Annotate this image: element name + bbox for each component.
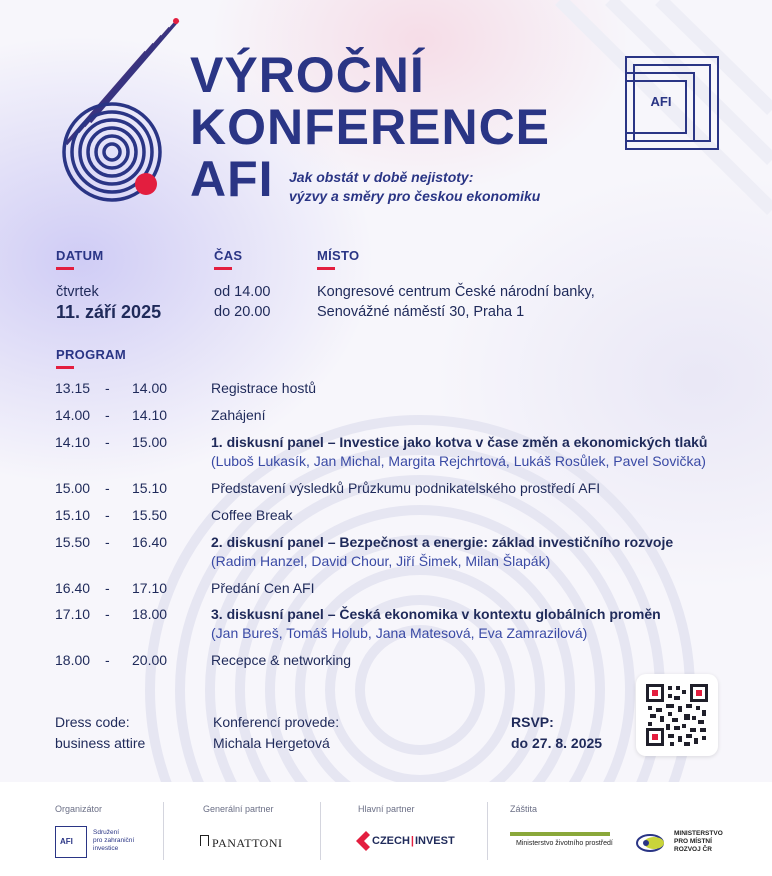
panel-speakers: (Radim Hanzel, David Chour, Jiří Šimek, Milan Šlapák) [211,553,551,569]
organizer-name-line-3: investice [93,845,119,852]
time-dash: - [105,534,110,550]
czechinvest-logo-text [372,835,455,847]
organizer-name-line-2: pro zahraniční [93,837,135,844]
czechinvest-arrow-icon [356,831,370,851]
program-time-to: 14.10 [132,407,168,423]
time-dash: - [105,652,110,668]
rsvp-date: do 27. 8. 2025 [511,735,603,751]
program-time-from: 15.00 [55,480,91,496]
time-info [214,282,270,322]
organizer-label: Organizátor [55,804,103,814]
mmr-logo-icon [636,833,668,853]
panattoni-mark-icon [200,835,209,846]
place-line-1: Kongresové centrum České národní banky, [317,284,595,300]
partners-strip [0,782,772,876]
date-value: 11. září 2025 [56,302,162,322]
partner-divider [320,802,321,860]
host-info [213,712,339,754]
title-line-1: VÝROČNÍ [190,47,425,103]
place-label: MÍSTO [317,248,360,263]
mmr-line-1: MINISTERSTVO [674,830,723,837]
mzp-bar [510,832,610,836]
program-title: Recepce & networking [211,652,352,668]
program-time-from: 15.10 [55,507,91,523]
host-label: Konferencí provede: [213,714,340,730]
mmr-line-2: PRO MÍSTNÍ [674,838,712,845]
program-time-to: 15.00 [132,434,168,450]
title-line-3: AFI [190,151,274,207]
czechinvest-separator: | [410,835,414,847]
mmr-line-3: ROZVOJ ČR [674,846,712,853]
program-time-to: 18.00 [132,606,168,622]
program-time-from: 14.00 [55,407,91,423]
organizer-logo-text: AFI [60,837,73,846]
rsvp-qr-code[interactable] [636,674,718,756]
main-partner-label: Hlavní partner [358,804,415,814]
time-label: ČAS [214,248,243,263]
time-dash: - [105,434,110,450]
rsvp-label: RSVP: [511,714,554,730]
time-from: od 14.00 [214,284,271,300]
time-dash: - [105,380,110,396]
program-title: Představení výsledků Průzkumu podnikatelského prostředí AFI [211,480,601,496]
rsvp-info [511,712,602,754]
place-info [317,282,595,322]
program-time-from: 15.50 [55,534,91,550]
program-time-from: 16.40 [55,580,91,596]
program-time-to: 20.00 [132,652,168,668]
program-label: PROGRAM [56,347,126,362]
organizer-name-line-1: Sdružení [93,829,120,836]
time-dash: - [105,580,110,596]
program-title: Předání Cen AFI [211,580,315,596]
dress-code [55,712,145,754]
dress-code-label: Dress code: [55,714,130,730]
panel-speakers: (Luboš Lukasík, Jan Michal, Margita Rejchrtová, Lukáš Rosůlek, Pavel Sovička) [211,453,706,469]
czechinvest-name-b: INVEST [414,835,455,847]
program-title: Coffee Break [211,507,293,523]
patronage-label: Záštita [510,804,538,814]
program-title: 2. diskusní panel – Bezpečnost a energie: základ investičního rozvoje [211,534,674,550]
dress-code-value: business attire [55,735,146,751]
program-time-to: 17.10 [132,580,168,596]
czechinvest-name-a: CZECH [372,835,410,847]
qr-code-icon [646,684,708,746]
program-time-from: 14.10 [55,434,91,450]
subtitle-line-2: výzvy a směry pro českou ekonomiku [289,188,541,204]
date-label: DATUM [56,248,104,263]
program-time-to: 14.00 [132,380,168,396]
partner-divider [163,802,164,860]
subtitle-line-1: Jak obstát v době nejistoty: [289,169,474,185]
program-time-to: 16.40 [132,534,168,550]
place-line-2: Senovážné náměstí 30, Praha 1 [317,304,525,320]
program-time-to: 15.10 [132,480,168,496]
partner-divider [487,802,488,860]
anniversary-six-logo [50,14,190,204]
time-to: do 20.00 [214,304,271,320]
general-partner-label: Generální partner [203,804,274,814]
time-dash: - [105,606,110,622]
host-name: Michala Hergetová [213,735,330,751]
date-day: čtvrtek [56,284,99,300]
program-time-from: 18.00 [55,652,91,668]
program-title: Zahájení [211,407,266,423]
time-dash: - [105,480,110,496]
afi-logo-text: AFI [650,94,672,109]
mzp-logo-text: Ministerstvo životního prostředí [516,840,613,847]
mmr-logo-text [674,830,723,854]
organizer-name [93,829,134,853]
organizer-logo [55,826,87,858]
time-dash: - [105,407,110,423]
panattoni-logo-text: PANATTONI [212,836,283,850]
afi-logo [625,56,719,150]
program-time-from: 17.10 [55,606,91,622]
program-title: 1. diskusní panel – Investice jako kotva v čase změn a ekonomických tlaků [211,434,708,450]
program-time-from: 13.15 [55,380,91,396]
panel-speakers: (Jan Bureš, Tomáš Holub, Jana Matesová, Eva Zamrazilová) [211,625,588,641]
title-line-2: KONFERENCE [190,99,551,155]
program-time-to: 15.50 [132,507,168,523]
program-title: Registrace hostů [211,380,317,396]
date-info [56,282,161,322]
program-title: 3. diskusní panel – Česká ekonomika v kontextu globálních proměn [211,606,661,622]
time-dash: - [105,507,110,523]
conference-subtitle [289,168,540,206]
